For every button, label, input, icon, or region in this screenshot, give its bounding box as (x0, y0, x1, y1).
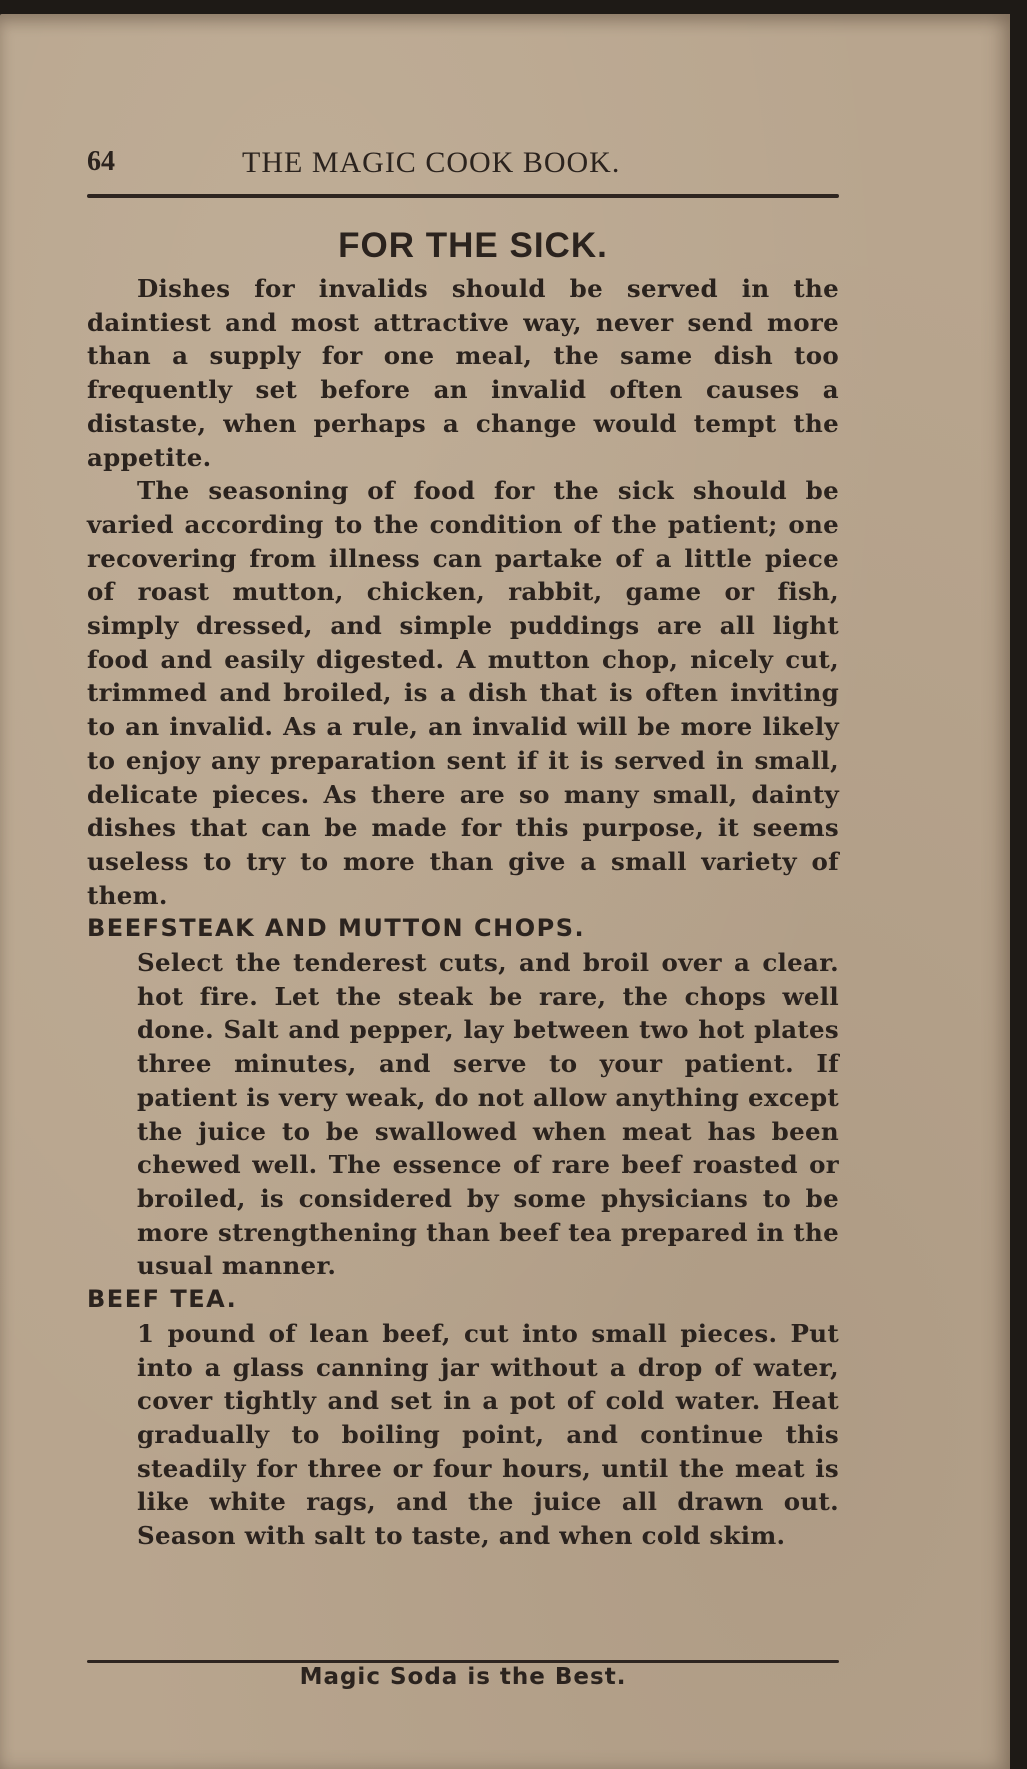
intro-paragraph-1: Dishes for invalids should be served in the daintiest and most attractive way, never send more than a supply for one meal, the same dish too frequently set before an invalid often causes a distaste, when perhaps a change would tempt the appetite. (87, 274, 839, 472)
recipe-beefsteak (87, 912, 839, 1283)
recipe-body: 1 pound of lean beef, cut into small pieces. Put into a glass canning jar without a drop of water, cover tightly and set in a pot of cold water. Heat gradually to boiling point, and continue this steadily for three or four hours, until the meat is like white rags, and the juice all drawn out. Season with salt to taste, and when cold skim. (137, 1318, 839, 1551)
recipe-title: BEEF TEA. (87, 1285, 238, 1314)
page-number: 64 (87, 146, 115, 177)
header-rule (87, 194, 839, 198)
footer-rule (87, 1660, 839, 1663)
section-heading: FOR THE SICK. (338, 226, 608, 265)
recipe-title: BEEFSTEAK AND MUTTON CHOPS. (87, 914, 586, 943)
footer-slogan: Magic Soda is the Best. (299, 1664, 627, 1690)
book-title: THE MAGIC COOK BOOK. (242, 146, 621, 179)
recipe-body: Select the tenderest cuts, and broil over a clear. hot fire. Let the steak be rare, the chops well done. Salt and pepper, lay between two hot plates three minutes, and serve to your patient. If patient is very weak, do not allow anything except the juice to be swallowed when meat has been chewed well. The essence of rare beef roasted or broiled, is considered by some physicians to be more strengthening than beef tea prepared in the usual manner. (137, 948, 839, 1281)
running-head (87, 146, 839, 186)
recipe-beef-tea (87, 1283, 839, 1553)
intro-paragraph-2: The seasoning of food for the sick should be varied according to the condition of the patient; one recovering from illness can partake of a little piece of roast mutton, chicken, rabbit, game or fish, simply dressed, and simple puddings are all light food and easily digested. A mutton chop, nicely cut, trimmed and broiled, is a dish that is often inviting to an invalid. As a rule, an invalid will be more likely to enjoy any preparation sent if it is served in small, delicate pieces. As there are so many small, dainty dishes that can be made for this purpose, it seems useless to try to more than give a small variety of them. (87, 476, 839, 910)
page-body (87, 272, 839, 1553)
